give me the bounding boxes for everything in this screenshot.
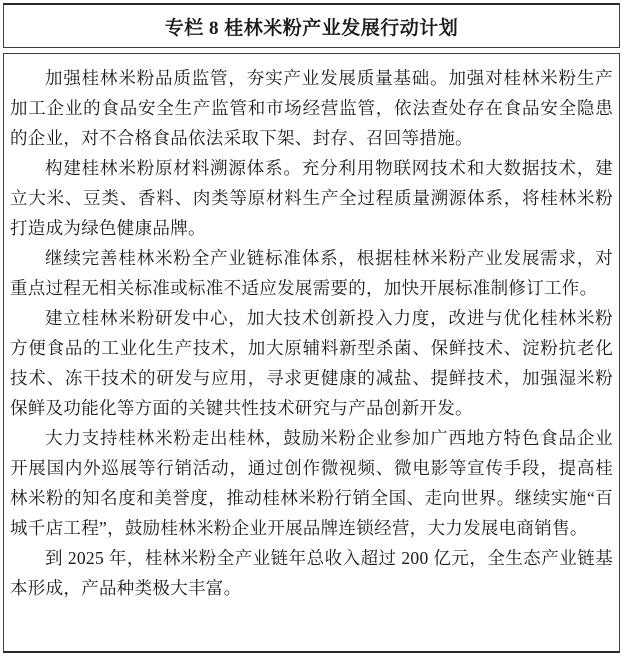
- paragraph-marketing-promotion: 大力支持桂林米粉走出桂林，鼓励米粉企业参加广西地方特色食品企业开展国内外巡展等行销活动，通过创作微视频、微电影等宣传手段，提高桂林米粉的知名度和美誉度，推动桂林米粉行销全国、走向世界。继续实施“百城千店工程”，鼓励桂林米粉企业开展品牌连锁经营，大力发展电商销售。: [10, 428, 613, 538]
- paragraph-quality-supervision: 加强桂林米粉品质监管，夯实产业发展质量基础。加强对桂林米粉生产加工企业的食品安全生产监管和市场经营监管，依法查处存在食品安全隐患的企业，对不合格食品依法采取下架、封存、召回等措施。: [10, 68, 613, 148]
- paragraph-traceability-system: 构建桂林米粉原材料溯源体系。充分利用物联网技术和大数据技术，建立大米、豆类、香料、肉类等原材料生产全过程质量溯源体系，将桂林米粉打造成为绿色健康品牌。: [10, 158, 613, 238]
- column-title: 专栏 8 桂林米粉产业发展行动计划: [164, 17, 459, 39]
- paragraph-standards-system: 继续完善桂林米粉全产业链标准体系，根据桂林米粉产业发展需求，对重点过程无相关标准或标准不适应发展需要的，加快开展标准制修订工作。: [10, 248, 613, 298]
- paragraph-2025-target: 到 2025 年，桂林米粉全产业链年总收入超过 200 亿元，全生态产业链基本形成，产品种类极大丰富。: [10, 548, 613, 598]
- column-body-box: [3, 53, 620, 653]
- paragraph-rd-center: 建立桂林米粉研发中心，加大技术创新投入力度，改进与优化桂林米粉方便食品的工业化生产技术，加大原辅料新型杀菌、保鲜技术、淀粉抗老化技术、冻干技术的研发与应用，寻求更健康的减盐、提鲜技术，加强湿米粉保鲜及功能化等方面的关键共性技术研究与产品创新开发。: [10, 308, 613, 418]
- column-title-box: [3, 3, 620, 48]
